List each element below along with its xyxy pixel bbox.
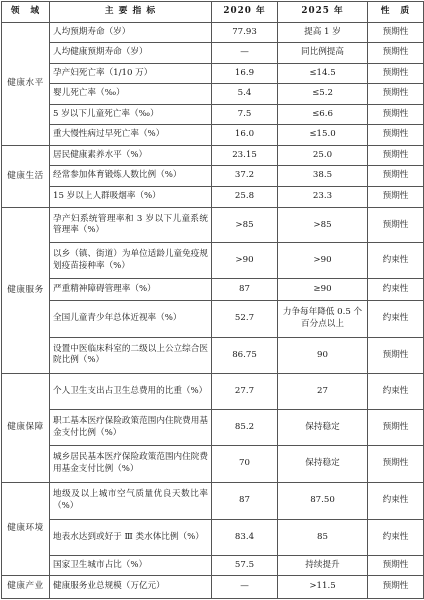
health-indicators-table: [1, 1, 424, 599]
value-2020-cell: 52.7: [212, 300, 278, 337]
indicator-cell: 地级及以上城市空气质量优良天数比率（%）: [50, 483, 212, 520]
value-2020-cell: 86.75: [212, 337, 278, 374]
value-2020-cell: 77.93: [212, 23, 278, 43]
indicator-table-document: [1, 1, 423, 599]
table-row: [2, 208, 424, 243]
nature-cell: 预期性: [368, 208, 424, 243]
value-2025-cell: 提高 1 岁: [278, 23, 368, 43]
value-2020-cell: 87: [212, 483, 278, 520]
table-body: [2, 23, 424, 599]
value-2025-cell: 保持稳定: [278, 410, 368, 446]
value-2025-cell: 87.50: [278, 483, 368, 520]
value-2025-cell: ≤14.5: [278, 63, 368, 83]
nature-cell: 约束性: [368, 374, 424, 410]
indicator-cell: 孕产妇死亡率（1/10 万）: [50, 63, 212, 83]
value-2025-cell: 同比例提高: [278, 43, 368, 63]
table-row: [2, 555, 424, 575]
header-domain: 领 域: [2, 2, 50, 23]
table-row: [2, 125, 424, 145]
indicator-cell: 职工基本医疗保险政策范围内住院费用基金支付比例（%）: [50, 410, 212, 446]
value-2025-cell: 90: [278, 337, 368, 374]
nature-cell: 预期性: [368, 186, 424, 208]
value-2020-cell: 7.5: [212, 104, 278, 124]
value-2020-cell: 85.2: [212, 410, 278, 446]
indicator-cell: 5 岁以下儿童死亡率（‰）: [50, 104, 212, 124]
value-2020-cell: 23.15: [212, 145, 278, 165]
nature-cell: 预期性: [368, 337, 424, 374]
indicator-cell: 婴儿死亡率（‰）: [50, 84, 212, 104]
nature-cell: 预期性: [368, 446, 424, 483]
domain-cell: 健康水平: [2, 23, 50, 146]
value-2025-cell: 38.5: [278, 166, 368, 186]
indicator-cell: 健康服务业总规模（万亿元）: [50, 576, 212, 599]
value-2025-cell: 保持稳定: [278, 446, 368, 483]
indicator-cell: 以乡（镇、街道）为单位适龄儿童免疫规划疫苗接种率（%）: [50, 243, 212, 279]
value-2020-cell: 70: [212, 446, 278, 483]
indicator-cell: 经常参加体育锻炼人数比例（%）: [50, 166, 212, 186]
nature-cell: 预期性: [368, 23, 424, 43]
table-row: [2, 374, 424, 410]
nature-cell: 约束性: [368, 519, 424, 555]
indicator-cell: 居民健康素养水平（%）: [50, 145, 212, 165]
value-2025-cell: 27: [278, 374, 368, 410]
nature-cell: 预期性: [368, 63, 424, 83]
table-row: [2, 43, 424, 63]
table-row: [2, 483, 424, 520]
table-row: [2, 279, 424, 301]
value-2025-cell: 85: [278, 519, 368, 555]
indicator-cell: 个人卫生支出占卫生总费用的比重（%）: [50, 374, 212, 410]
table-row: [2, 63, 424, 83]
value-2020-cell: >85: [212, 208, 278, 243]
nature-cell: 预期性: [368, 576, 424, 599]
header-indicator: 主 要 指 标: [50, 2, 212, 23]
table-row: [2, 186, 424, 208]
value-2020-cell: 27.7: [212, 374, 278, 410]
table-row: [2, 145, 424, 165]
value-2025-cell: ≥90: [278, 279, 368, 301]
nature-cell: 约束性: [368, 279, 424, 301]
header-row: [2, 2, 424, 23]
value-2025-cell: >90: [278, 243, 368, 279]
nature-cell: 预期性: [368, 555, 424, 575]
table-row: [2, 166, 424, 186]
value-2025-cell: ≤6.6: [278, 104, 368, 124]
indicator-cell: 城乡居民基本医疗保险政策范围内住院费用基金支付比例（%）: [50, 446, 212, 483]
value-2025-cell: >11.5: [278, 576, 368, 599]
indicator-cell: 国家卫生城市占比（%）: [50, 555, 212, 575]
table-row: [2, 84, 424, 104]
nature-cell: 预期性: [368, 166, 424, 186]
indicator-cell: 重大慢性病过早死亡率（%）: [50, 125, 212, 145]
indicator-cell: 人均健康预期寿命（岁）: [50, 43, 212, 63]
nature-cell: 预期性: [368, 410, 424, 446]
table-row: [2, 576, 424, 599]
table-row: [2, 446, 424, 483]
domain-cell: 健康生活: [2, 145, 50, 207]
nature-cell: 约束性: [368, 300, 424, 337]
nature-cell: 预期性: [368, 145, 424, 165]
value-2020-cell: —: [212, 576, 278, 599]
value-2025-cell: ≤5.2: [278, 84, 368, 104]
value-2020-cell: 37.2: [212, 166, 278, 186]
value-2025-cell: 持续提升: [278, 555, 368, 575]
value-2025-cell: 力争每年降低 0.5 个百分点以上: [278, 300, 368, 337]
indicator-cell: 全国儿童青少年总体近视率（%）: [50, 300, 212, 337]
value-2025-cell: >85: [278, 208, 368, 243]
table-row: [2, 300, 424, 337]
domain-cell: 健康服务: [2, 208, 50, 374]
table-row: [2, 23, 424, 43]
indicator-cell: 严重精神障碍管理率（%）: [50, 279, 212, 301]
nature-cell: 约束性: [368, 243, 424, 279]
table-row: [2, 104, 424, 124]
table-row: [2, 519, 424, 555]
value-2020-cell: 16.0: [212, 125, 278, 145]
value-2020-cell: 25.8: [212, 186, 278, 208]
nature-cell: 预期性: [368, 104, 424, 124]
header-2025: 2025 年: [278, 2, 368, 23]
value-2020-cell: 16.9: [212, 63, 278, 83]
nature-cell: 预期性: [368, 43, 424, 63]
value-2020-cell: >90: [212, 243, 278, 279]
value-2020-cell: 57.5: [212, 555, 278, 575]
indicator-cell: 人均预期寿命（岁）: [50, 23, 212, 43]
value-2025-cell: 23.3: [278, 186, 368, 208]
indicator-cell: 孕产妇系统管理率和 3 岁以下儿童系统管理率（%）: [50, 208, 212, 243]
table-row: [2, 337, 424, 374]
header-nature: 性 质: [368, 2, 424, 23]
table-row: [2, 243, 424, 279]
value-2020-cell: 5.4: [212, 84, 278, 104]
domain-cell: 健康产业: [2, 576, 50, 599]
value-2020-cell: 83.4: [212, 519, 278, 555]
indicator-cell: 设置中医临床科室的二级以上公立综合医院比例（%）: [50, 337, 212, 374]
nature-cell: 预期性: [368, 125, 424, 145]
domain-cell: 健康保障: [2, 374, 50, 483]
header-2020: 2020 年: [212, 2, 278, 23]
domain-cell: 健康环境: [2, 483, 50, 576]
table-row: [2, 410, 424, 446]
value-2020-cell: —: [212, 43, 278, 63]
value-2025-cell: ≤15.0: [278, 125, 368, 145]
value-2020-cell: 87: [212, 279, 278, 301]
indicator-cell: 15 岁以上人群吸烟率（%）: [50, 186, 212, 208]
indicator-cell: 地表水达到或好于 Ⅲ 类水体比例（%）: [50, 519, 212, 555]
nature-cell: 约束性: [368, 483, 424, 520]
nature-cell: 预期性: [368, 84, 424, 104]
value-2025-cell: 25.0: [278, 145, 368, 165]
